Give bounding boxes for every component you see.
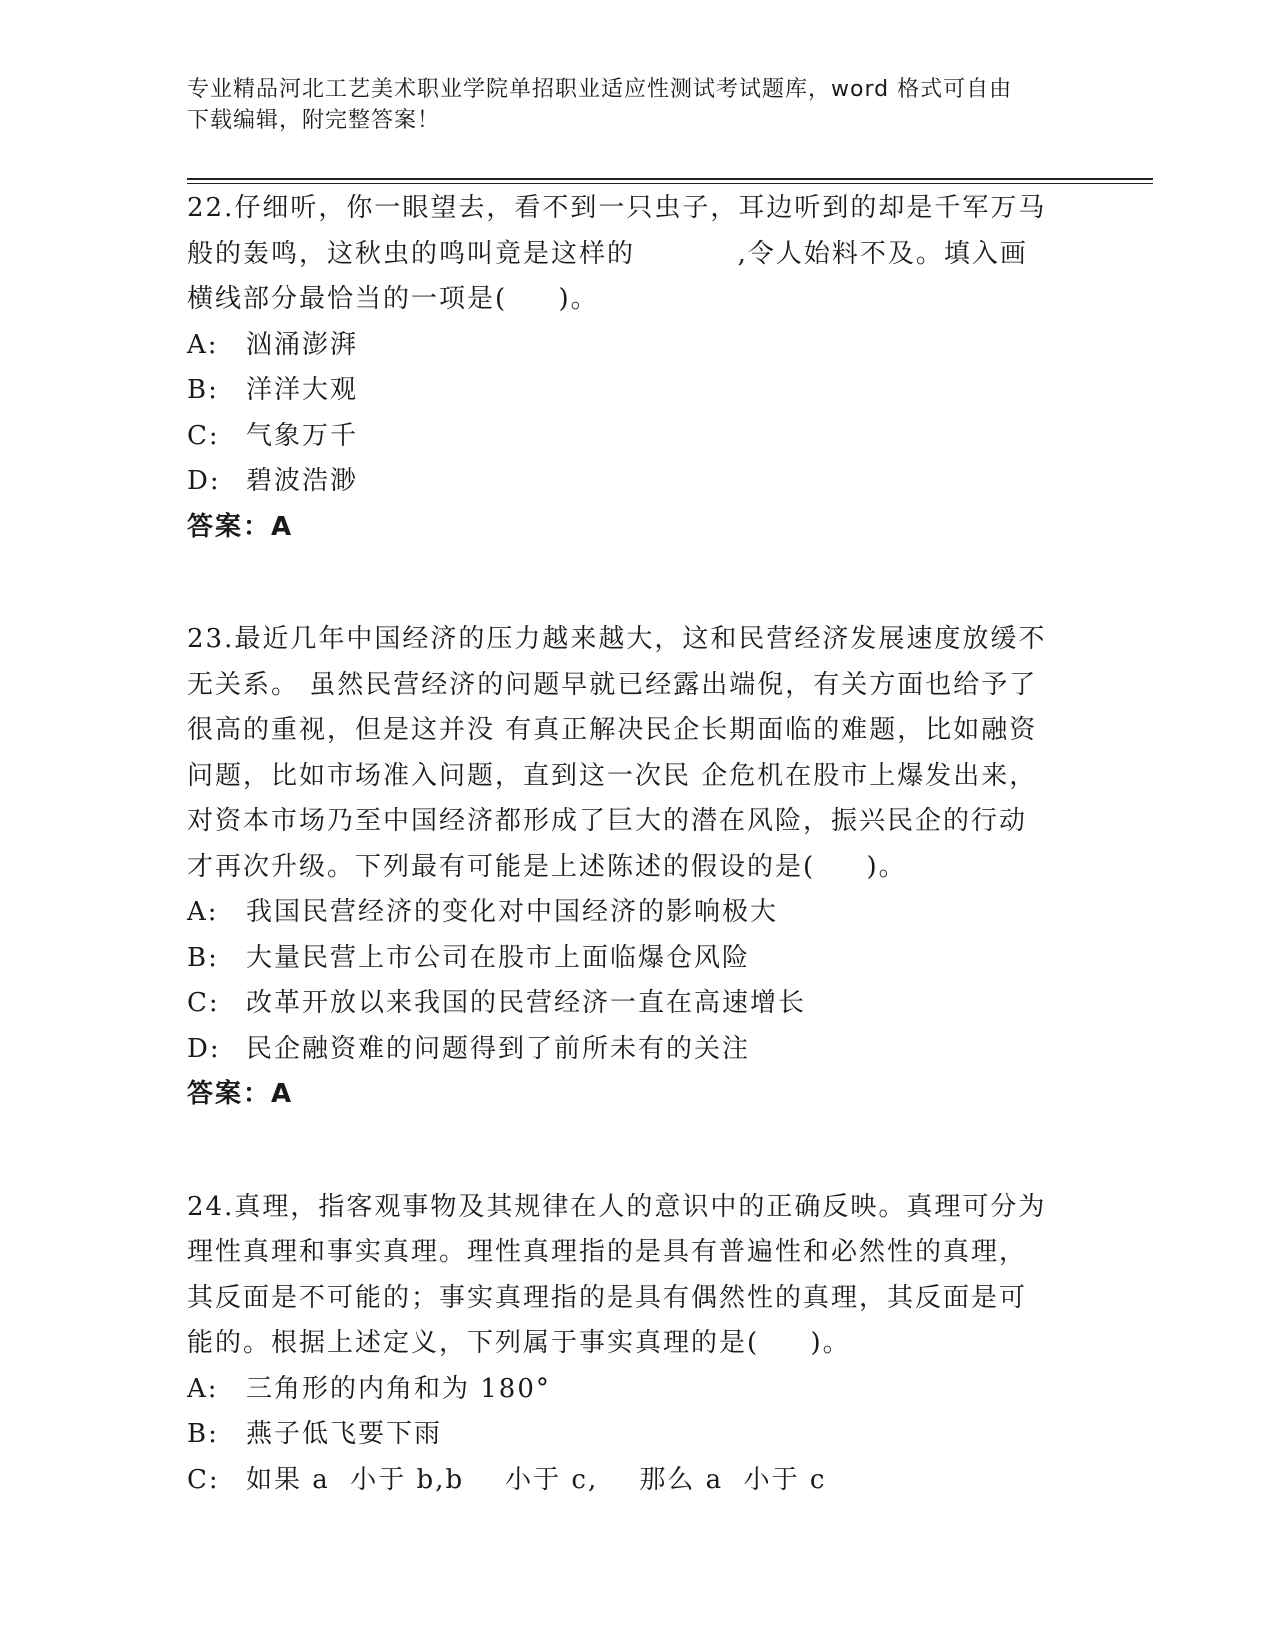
option-c (187, 981, 1087, 1027)
option-b (187, 1412, 1087, 1458)
question-spacer (187, 1118, 1087, 1185)
question-stem-line: 无关系。 虽然民营经济的问题早就已经露出端倪，有关方面也给予了 (187, 669, 1038, 700)
question-stem-line: 24.真理，指客观事物及其规律在人的意识中的正确反映。真理可分为 (187, 1191, 1047, 1222)
answer-line: 答案：A (187, 1079, 294, 1109)
option-key: B: (187, 375, 219, 405)
question-stem-line: 其反面是不可能的；事实真理指的是具有偶然性的真理，其反面是可 (187, 1282, 1028, 1313)
question-22 (187, 186, 1087, 550)
answer-line: 答案：A (187, 511, 294, 542)
header-divider-thick (187, 178, 1153, 180)
option-key: D: (187, 466, 221, 496)
option-text: 民企融资难的问题得到了前所未有的关注 (246, 1033, 751, 1064)
question-stem-line: 很高的重视，但是这并没 有真正解决民企长期面临的难题，比如融资 (187, 715, 1038, 745)
option-key: A: (187, 1373, 219, 1404)
option-key: C: (187, 988, 220, 1018)
option-text: 洋洋大观 (246, 375, 359, 405)
question-stem-line: 能的。根据上述定义，下列属于事实真理的是( )。 (187, 1328, 851, 1358)
option-text: 燕子低飞要下雨 (246, 1419, 443, 1449)
question-stem-line: 对资本市场乃至中国经济都形成了巨大的潜在风险，振兴民企的行动 (187, 806, 1028, 836)
header-line-1: 专业精品河北工艺美术职业学院单招职业适应性测试考试题库，word 格式可自由 (187, 77, 1013, 102)
question-stem-line: 横线部分最恰当的一项是( )。 (187, 284, 599, 314)
option-key: B: (187, 1419, 219, 1449)
document-header (187, 74, 1067, 136)
option-a (187, 323, 1087, 369)
option-d (187, 459, 1087, 505)
question-stem-line: 22.仔细听，你一眼望去，看不到一只虫子，耳边听到的却是千军万马 (187, 193, 1047, 223)
question-stem-line: 问题，比如市场准入问题，直到这一次民 企危机在股市上爆发出来， (187, 760, 1038, 791)
option-text: 大量民营上市公司在股市上面临爆仓风险 (246, 942, 751, 973)
option-key: A: (187, 329, 219, 360)
option-b (187, 368, 1087, 414)
option-text: 汹涌澎湃 (246, 329, 359, 360)
option-c (187, 414, 1087, 460)
option-text: 碧波浩渺 (246, 466, 359, 496)
option-text: 气象万千 (246, 420, 359, 451)
option-d (187, 1027, 1087, 1073)
option-c (187, 1458, 1087, 1504)
option-key: D: (187, 1033, 221, 1064)
question-spacer (187, 550, 1087, 617)
option-key: C: (187, 420, 220, 451)
option-a (187, 890, 1087, 936)
option-a (187, 1367, 1087, 1413)
option-key: B: (187, 942, 219, 973)
question-stem-line: 般的轰鸣，这秋虫的鸣叫竟是这样的 ,令人始料不及。填入画 (187, 238, 1028, 269)
question-24 (187, 1185, 1087, 1504)
option-text: 我国民营经济的变化对中国经济的影响极大 (246, 897, 779, 927)
option-key: A: (187, 897, 219, 927)
question-23 (187, 617, 1087, 1118)
option-b (187, 936, 1087, 982)
header-line-2: 下载编辑，附完整答案！ (187, 108, 441, 133)
question-list (187, 186, 1087, 1503)
question-stem-line: 23.最近几年中国经济的压力越来越大，这和民营经济发展速度放缓不 (187, 624, 1047, 654)
option-text: 如果 a 小于 b,b 小于 c, 那么 a 小于 c (246, 1464, 827, 1495)
option-text: 三角形的内角和为 180° (246, 1373, 551, 1404)
header-divider-thin (187, 183, 1153, 184)
question-stem-line: 理性真理和事实真理。理性真理指的是具有普遍性和必然性的真理， (187, 1237, 1028, 1267)
option-text: 改革开放以来我国的民营经济一直在高速增长 (246, 988, 807, 1018)
question-stem-line: 才再次升级。下列最有可能是上述陈述的假设的是( )。 (187, 851, 907, 882)
option-key: C: (187, 1464, 220, 1495)
